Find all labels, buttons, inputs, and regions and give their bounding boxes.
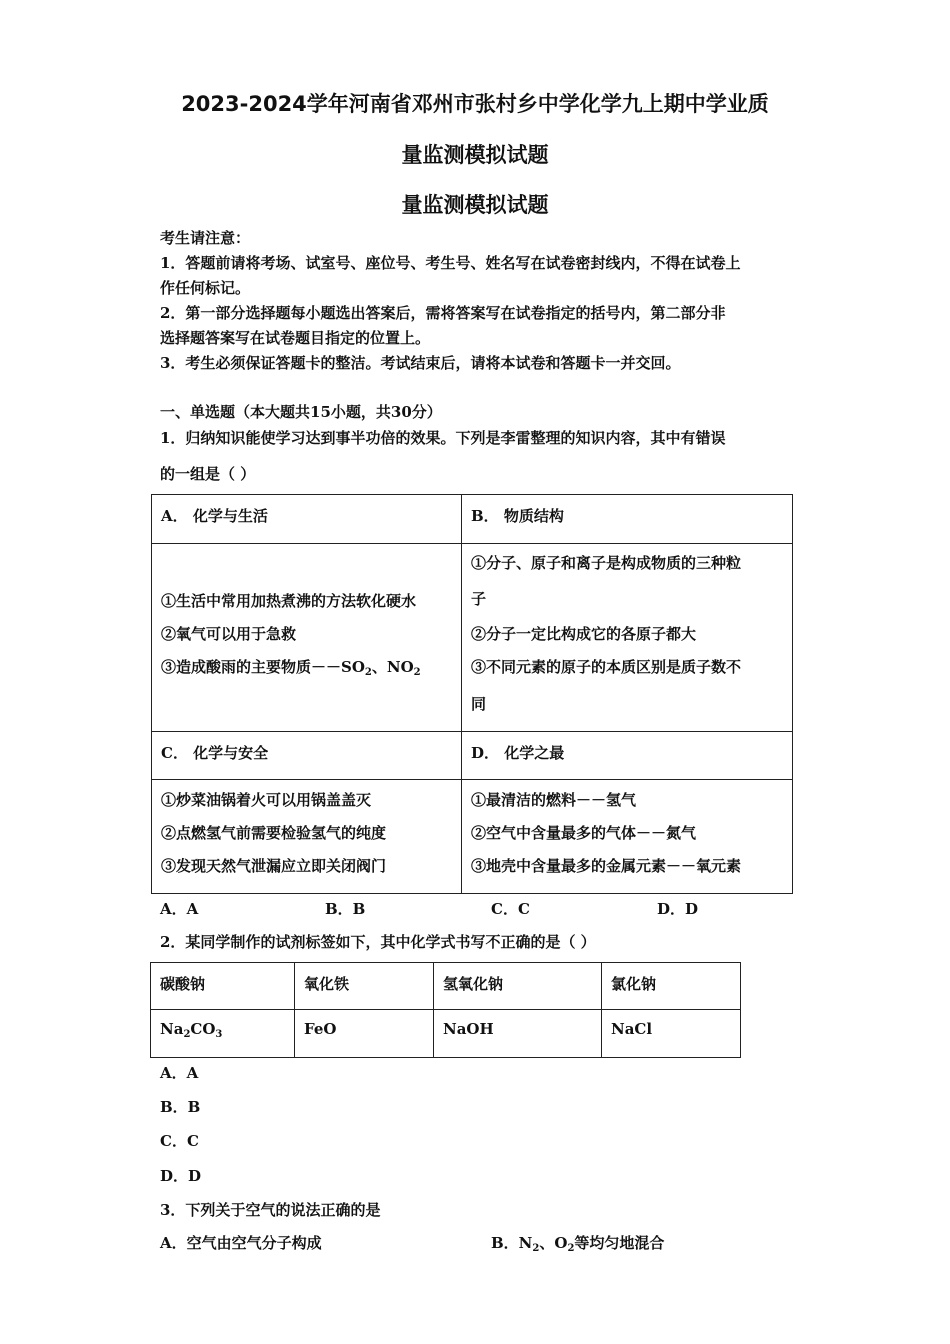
page-title-line2: 量监测模拟试题	[401, 143, 549, 167]
cell-b-item: ②分子一定比构成它的各原子都大	[471, 625, 697, 643]
cell-c-head	[152, 732, 462, 780]
cell-c-item: ②点燃氢气前需要检验氢气的纯度	[161, 824, 387, 842]
q1-stem-line1: 1．归纳知识能使学习达到事半功倍的效果。下列是李雷整理的知识内容，其中有错误	[160, 429, 726, 447]
cell-d-head	[462, 732, 793, 780]
reagent-name: 氯化钠	[611, 975, 657, 993]
subscript: 2	[532, 1243, 540, 1254]
notice-line: 作任何标记。	[160, 279, 251, 297]
cell-b-item: ③不同元素的原子的本质区别是质子数不	[471, 658, 742, 676]
subscript: 2	[567, 1243, 575, 1254]
reagent-name: 氧化铁	[304, 975, 350, 993]
notice-heading: 考生请注意：	[160, 229, 251, 247]
option-text: B．N	[491, 1234, 533, 1252]
cell-a-item-text: 、NO	[371, 658, 414, 676]
cell-a-item-text: ③造成酸雨的主要物质－－SO	[161, 658, 365, 676]
subscript: 2	[183, 1029, 191, 1040]
cell-d-body	[462, 780, 793, 894]
reagent-formula: NaCl	[611, 1020, 653, 1038]
cell-d-item: ①最清洁的燃料－－氢气	[471, 791, 637, 809]
formula-text: CO	[190, 1020, 216, 1038]
cell-d-item: ③地壳中含量最多的金属元素－－氧元素	[471, 857, 742, 875]
name-cell	[295, 963, 434, 1010]
formula-cell	[295, 1010, 434, 1058]
cell-b-head	[462, 495, 793, 544]
q2-option-c[interactable]: C．C	[160, 1132, 199, 1150]
q2-option-b[interactable]: B．B	[160, 1098, 201, 1116]
q1-option-a[interactable]: A．A	[160, 900, 199, 918]
formula-cell	[151, 1010, 295, 1058]
cell-b-item: 子	[471, 590, 487, 608]
reagent-formula: FeO	[304, 1020, 337, 1038]
section-heading: 一、单选题（本大题共15小题，共30分）	[160, 403, 442, 421]
q2-stem: 2．某同学制作的试剂标签如下，其中化学式书写不正确的是（ ）	[160, 933, 596, 951]
q1-option-b[interactable]: B．B	[325, 900, 366, 918]
q1-knowledge-table	[151, 494, 793, 894]
cell-c-body	[152, 780, 462, 894]
formula-cell	[602, 1010, 741, 1058]
q1-option-c[interactable]: C．C	[491, 900, 530, 918]
formula-text: Na	[160, 1020, 184, 1038]
reagent-formula: NaOH	[443, 1020, 494, 1038]
cell-a-item	[161, 656, 421, 677]
q1-option-d[interactable]: D．D	[657, 900, 699, 918]
cell-b-item: ①分子、原子和离子是构成物质的三种粒	[471, 554, 742, 572]
cell-b-head-text: B． 物质结构	[471, 507, 564, 525]
cell-c-item: ③发现天然气泄漏应立即关闭阀门	[161, 857, 387, 875]
q2-label-table	[150, 962, 741, 1058]
page-title-line3: 量监测模拟试题	[401, 193, 549, 217]
option-text: 、O	[539, 1234, 568, 1252]
reagent-formula	[160, 1020, 222, 1038]
cell-c-item: ①炒菜油锅着火可以用锅盖盖灭	[161, 791, 372, 809]
cell-a-item: ①生活中常用加热煮沸的方法软化硬水	[161, 592, 417, 610]
subscript: 2	[364, 667, 372, 678]
cell-b-body	[462, 544, 793, 732]
name-cell	[602, 963, 741, 1010]
q3-option-a[interactable]: A．空气由空气分子构成	[160, 1234, 322, 1252]
cell-a-head	[152, 495, 462, 544]
cell-d-item: ②空气中含量最多的气体－－氮气	[471, 824, 697, 842]
name-cell	[434, 963, 602, 1010]
cell-a-head-text: A． 化学与生活	[161, 507, 268, 525]
reagent-name: 碳酸钠	[160, 975, 206, 993]
q3-option-b[interactable]	[491, 1232, 664, 1253]
notice-line: 1．答题前请将考场、试室号、座位号、考生号、姓名写在试卷密封线内，不得在试卷上	[160, 254, 741, 272]
page-title-line1: 2023-2024学年河南省邓州市张村乡中学化学九上期中学业质	[181, 92, 769, 116]
reagent-name: 氢氧化钠	[443, 975, 504, 993]
name-cell	[151, 963, 295, 1010]
q1-stem-line2: 的一组是（ ）	[160, 465, 256, 483]
cell-d-head-text: D． 化学之最	[471, 744, 565, 762]
notice-line: 选择题答案写在试卷题目指定的位置上。	[160, 329, 431, 347]
notice-line: 2．第一部分选择题每小题选出答案后，需将答案写在试卷指定的括号内，第二部分非	[160, 304, 726, 322]
cell-b-item: 同	[471, 695, 487, 713]
subscript: 2	[413, 667, 421, 678]
subscript: 3	[215, 1029, 223, 1040]
cell-a-item: ②氧气可以用于急救	[161, 625, 297, 643]
option-text: 等均匀地混合	[574, 1234, 665, 1252]
q2-option-d[interactable]: D．D	[160, 1167, 202, 1185]
formula-cell	[434, 1010, 602, 1058]
q3-stem: 3．下列关于空气的说法正确的是	[160, 1201, 381, 1219]
notice-line: 3．考生必须保证答题卡的整洁。考试结束后，请将本试卷和答题卡一并交回。	[160, 354, 681, 372]
cell-c-head-text: C． 化学与安全	[161, 744, 269, 762]
cell-a-body	[152, 544, 462, 732]
q2-option-a[interactable]: A．A	[160, 1064, 199, 1082]
